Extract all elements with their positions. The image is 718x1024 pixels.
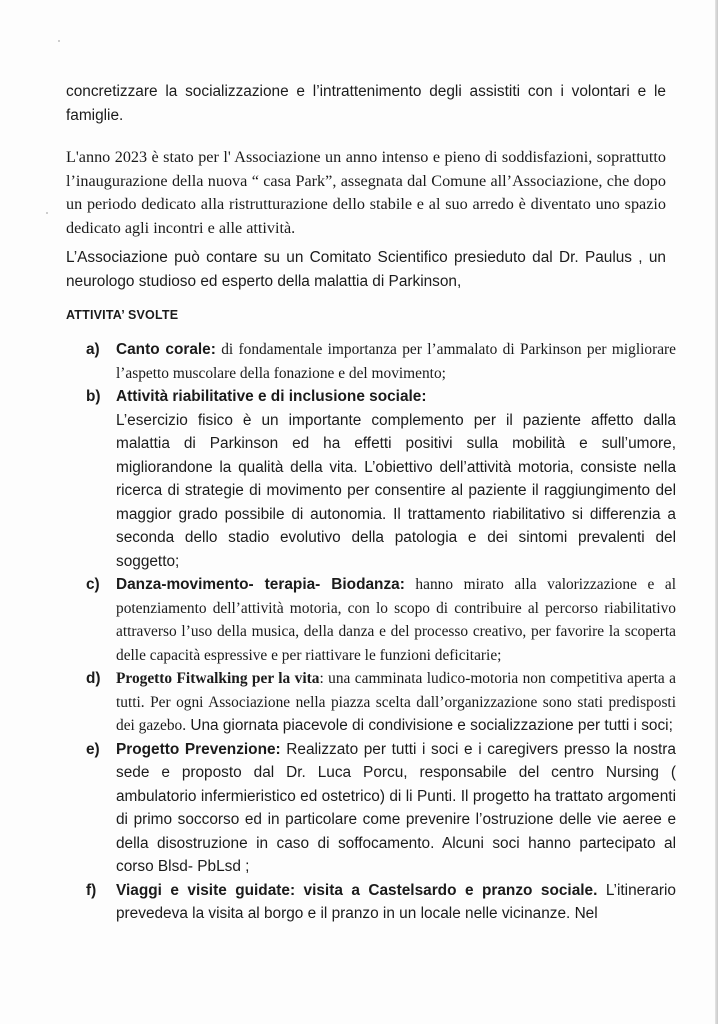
activity-title: Progetto Fitwalking per la vita xyxy=(116,670,320,687)
activity-item-b xyxy=(86,385,676,573)
committee-text: L’Associazione può contare su un Comitato Scientifico presieduto dal Dr. Paulus , un neurologo studioso ed esperto della malattia di Parkinson, xyxy=(66,249,666,290)
activity-item-e xyxy=(86,738,676,879)
activity-marker: a) xyxy=(86,341,100,358)
activity-title: Attività riabilitative e di inclusione sociale: xyxy=(116,388,427,405)
activity-body: L’esercizio fisico è un importante complemento per il paziente affetto dalla malattia di Parkinson ed ha effetti positivi sulla mobilità e sull’umore, migliorandone la qualità della vita. L’obiettivo dell’attività motoria, consiste nella ricerca di strategie di movimento per consentire al paziente il raggiungimento del maggior grado possibile di autonomia. Il trattamento riabilitativo si differenzia a seconda dello stadio evolutivo della patologia e dei sintomi prevalenti del soggetto; xyxy=(116,411,676,570)
activity-marker: f) xyxy=(86,881,97,899)
activity-title: Viaggi e visite guidate: visita a Castelsardo e pranzo sociale. xyxy=(116,881,598,899)
intro-paragraph xyxy=(66,80,666,127)
year-2023-text: L'anno 2023 è stato per l' Associazione un anno intenso e pieno di soddisfazioni, soprattutto l’inaugurazione della nuova “ casa Park”, assegnata dal Comune all’Associazione, che dopo un periodo dedicato alla ristrutturazione dello stabile e al suo arredo è diventato uno spazio dedicato agli incontri e alle attività. xyxy=(66,148,666,237)
activity-item-d xyxy=(86,667,676,738)
activity-marker: b) xyxy=(86,388,101,405)
activity-item-c xyxy=(86,573,676,667)
activity-marker: c) xyxy=(86,576,100,593)
activity-body: hanno mirato alla valorizzazione e al potenziamento dell’attività motoria, con lo scopo di contribuire al percorso riabilitativo attraverso l’uso della musica, della danza e del processo creativo, per favorire la scoperta delle capacità espressive e per riattivare le funzioni deficitarie; xyxy=(116,576,677,664)
activity-body: L’itinerario prevedeva la visita al borgo e il pranzo in un locale nelle vicinanze. Nel xyxy=(116,881,676,922)
activity-body: : una camminata ludico-motoria non competitiva aperta a tutti. Per ogni Associazione nella piazza scelta dall’organizzazione sono stati predisposti dei gazebo. xyxy=(116,670,676,734)
committee-paragraph xyxy=(66,246,666,293)
scan-speck xyxy=(58,40,60,42)
activity-item-f xyxy=(86,879,676,926)
activity-title: Danza-movimento- terapia- Biodanza: xyxy=(116,576,405,593)
intro-text: concretizzare la socializzazione e l’intrattenimento degli assistiti con i volontari e le famiglie. xyxy=(66,83,666,124)
activity-marker: d) xyxy=(86,670,101,687)
activity-title: Canto corale: xyxy=(116,341,216,358)
activity-body-continued: Una giornata piacevole di condivisione e socializzazione per tutti i soci; xyxy=(186,717,673,734)
year-2023-paragraph xyxy=(66,146,666,240)
activities-list xyxy=(86,338,676,926)
activity-body: Realizzato per tutti i soci e i caregivers presso la nostra sede e proposto dal Dr. Luca Porcu, responsabile del centro Nursing ( ambulatorio infermieristico ed ostetrico) di li Punti. Il progetto ha trattato argomenti di primo soccorso ed in particolare come prevenire l’ostruzione delle vie aeree e della disostruzione in caso di soffocamento. Alcuni soci hanno partecipato al corso Blsd- PbLsd ; xyxy=(116,740,676,875)
activity-body: di fondamentale importanza per l’ammalato di Parkinson per migliorare l’aspetto muscolare della fonazione e del movimento; xyxy=(116,341,676,382)
activity-item-a xyxy=(86,338,676,385)
activity-title: Progetto Prevenzione: xyxy=(116,740,281,758)
scan-speck xyxy=(46,212,48,214)
section-heading: ATTIVITA’ SVOLTE xyxy=(66,308,179,322)
activity-marker: e) xyxy=(86,740,100,758)
